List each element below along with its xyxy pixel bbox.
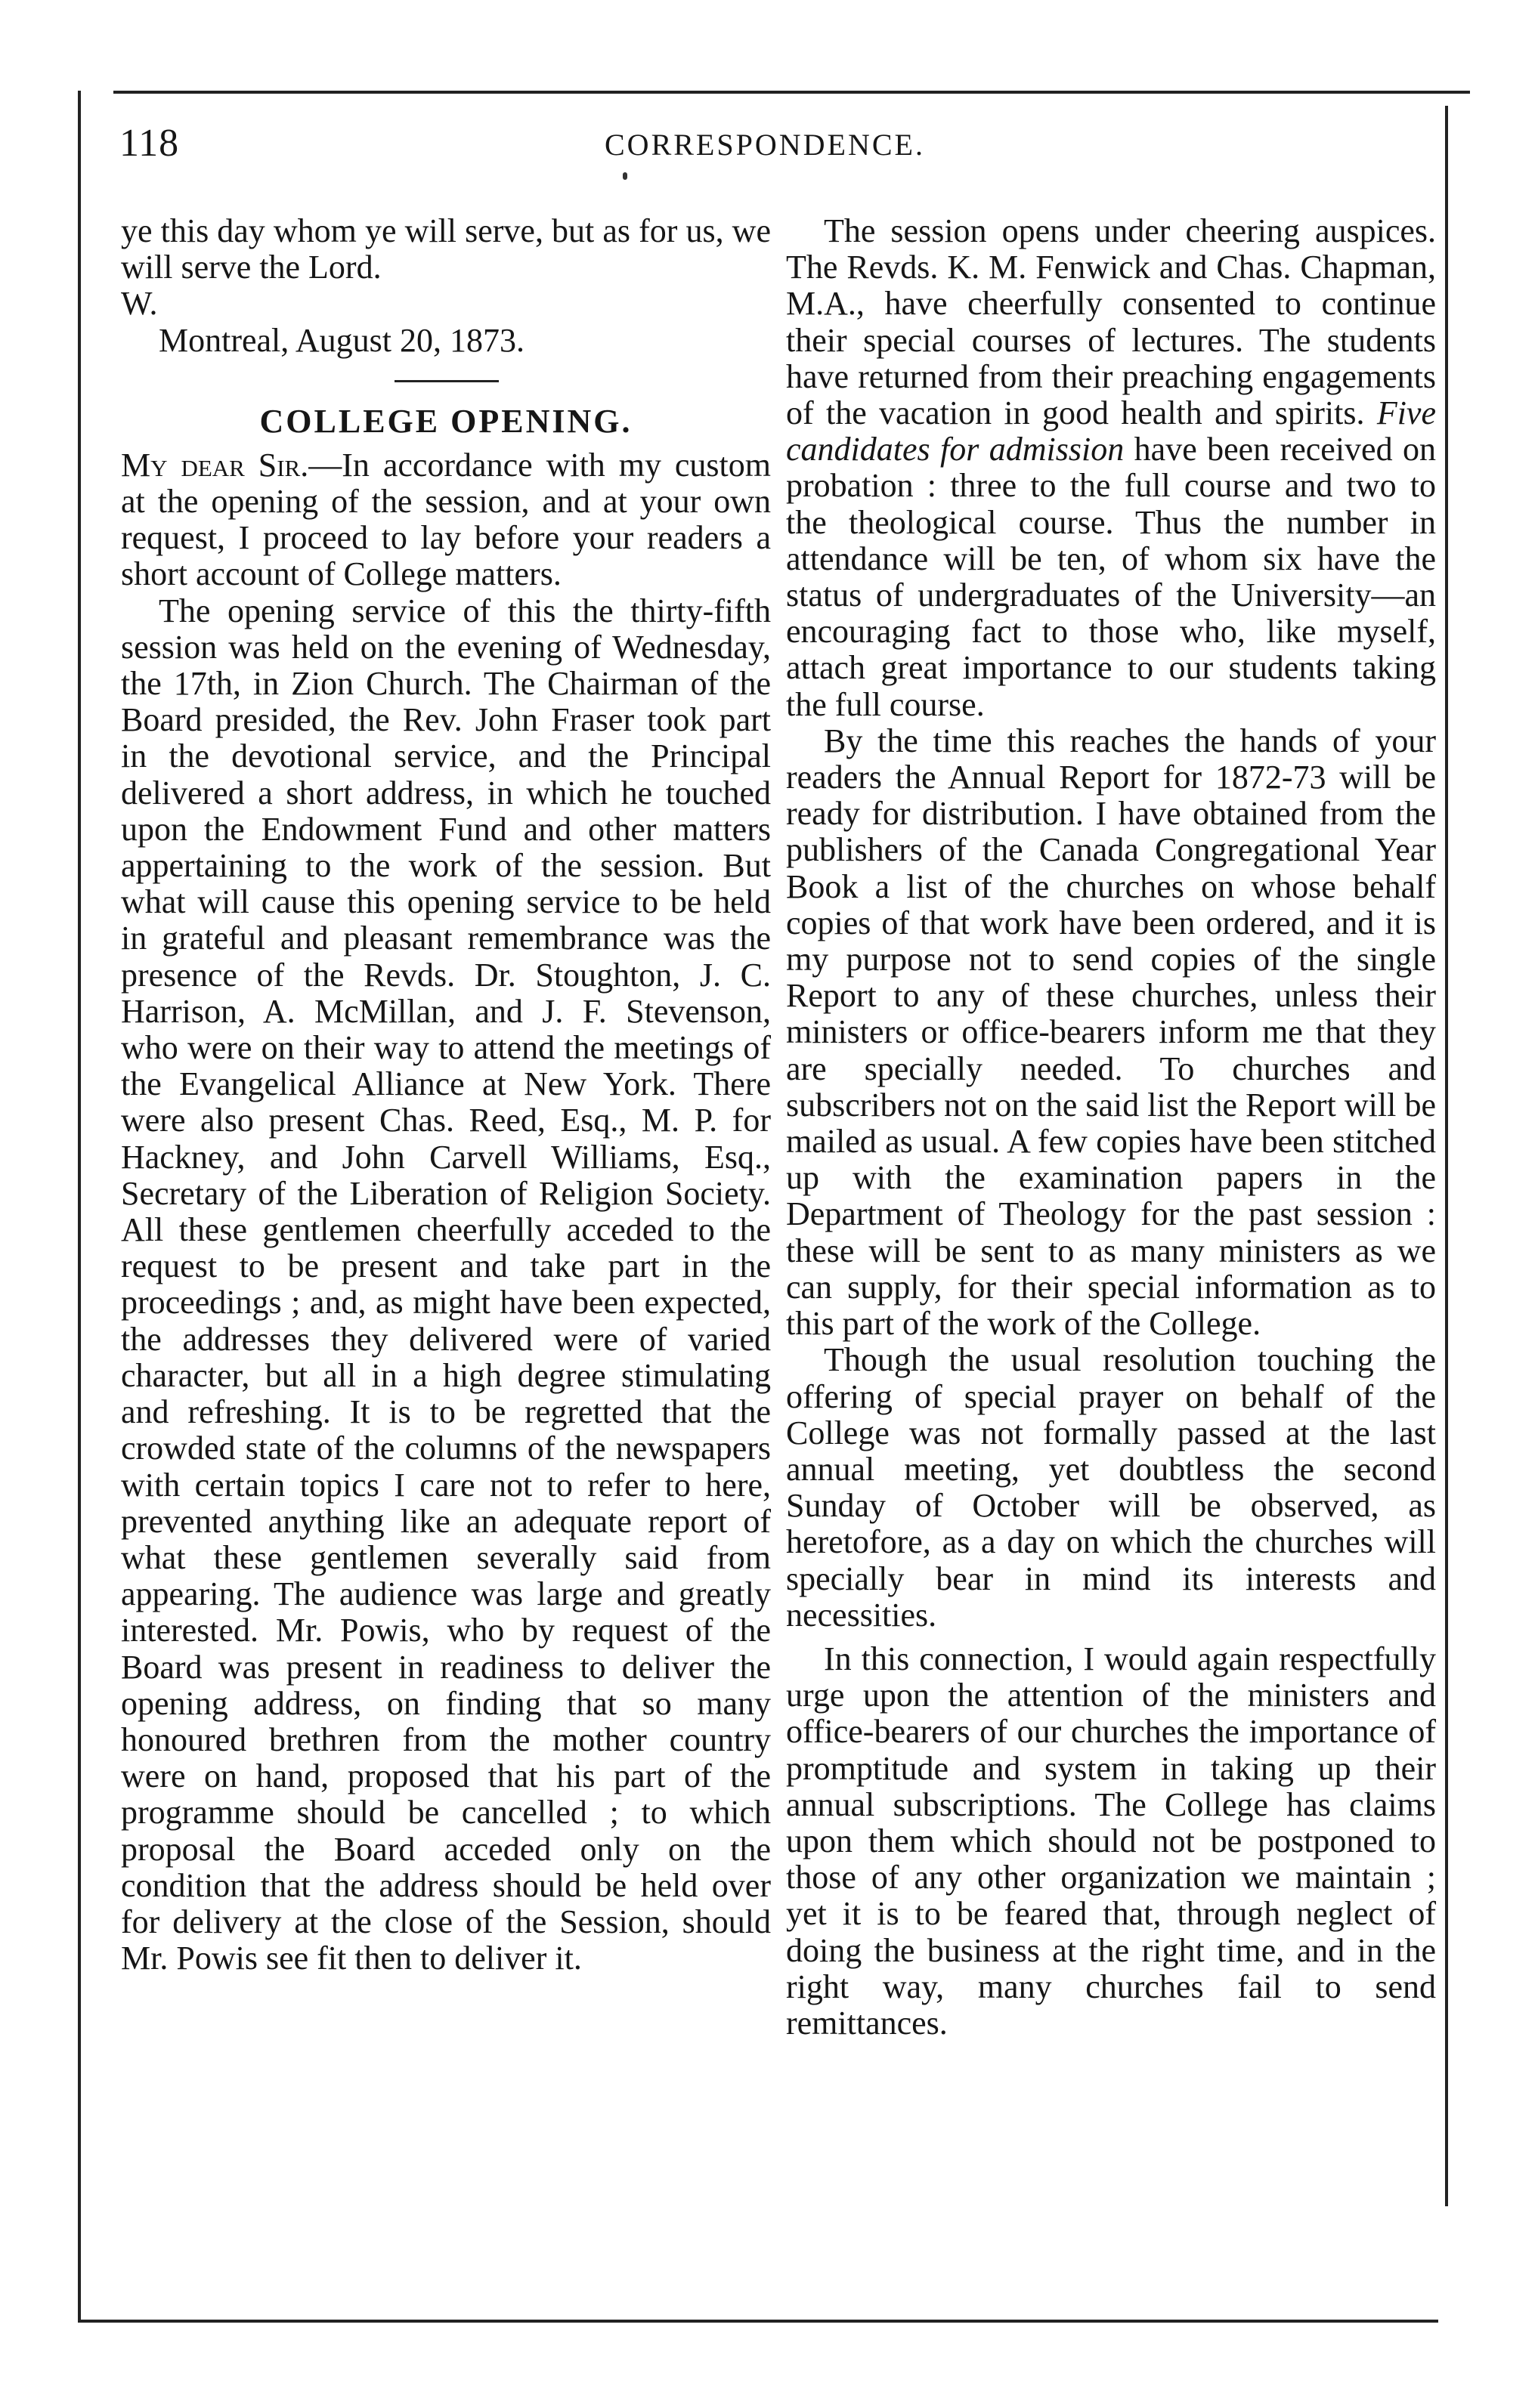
left-column — [121, 213, 771, 1977]
page-frame-right-rule — [1445, 106, 1448, 2206]
page-frame-left-rule — [78, 91, 81, 2320]
section-divider-rule — [395, 380, 499, 382]
right-paragraph-2: By the time this reaches the hands of your readers the Annual Report for 1872-73 will be ready for distribution. I have obtained from the publishers of the Canada Congregational Year Book a list of the churches on whose behalf copies of that work have been ordered, and it is my purpose not to send copies of the single Report to any of these churches, unless their ministers or office-bearers inform me that they are specially needed. To churches and subscribers not on the said list the Report will be mailed as usual. A few copies have been stitched up with the examination papers in the Department of Theology for the past session : these will be sent to as many ministers as we can supply, for their special information as to this part of the work of the College. — [786, 722, 1436, 1343]
right-paragraph-3: Though the usual resolution touching the offering of special prayer on behalf of the College was not formally passed at the last annual meeting, yet doubtless the second Sunday of October will be observed, as heretofore, as a day on which the churches will specially bear in mind its interests and necessities. — [786, 1341, 1436, 1634]
page-number: 118 — [119, 122, 180, 165]
signature: W. — [121, 285, 158, 323]
right-paragraph-1-text-b: have been received on probation : three to the full course and two to the theological course. Thus the number in attendance will be ten, of whom six have the status of undergraduates of the University—an encouraging fact to those who, like myself, attach great importance to our students taking the full course. — [786, 431, 1436, 723]
ink-speck — [623, 172, 627, 180]
right-paragraph-1 — [786, 213, 1436, 723]
page-frame-bottom-rule — [78, 2320, 1438, 2323]
letter-paragraph-2: The opening service of this the thirty-fifth session was held on the evening of Wednesday, the 17th, in Zion Church. The Chairman of the Board presided, the Rev. John Fraser took part in the devotional service, and the Principal delivered a short address, in which he touched upon the Endowment Fund and other matters appertaining to the work of the session. But what will cause this opening service to be held in grateful and pleasant remembrance was the presence of the Revds. Dr. Stoughton, J. C. Harrison, A. McMillan, and J. F. Stevenson, who were on their way to attend the meetings of the Evangelical Alliance at New York. There were also present Chas. Reed, Esq., M. P. for Hackney, and John Carvell Williams, Esq., Secretary of the Liberation of Religion Society. All these gentlemen cheerfully acceded to the request to be present and take part in the proceedings ; and, as might have been expected, the addresses they delivered were of varied character, but all in a high degree stimulating and refreshing. It is to be regretted that the crowded state of the columns of the newspapers with certain topics I care not to refer to here, prevented anything like an adequate report of what these gentlemen severally said from appearing. The audience was large and greatly interested. Mr. Powis, who by request of the Board was present in readiness to deliver the opening address, on finding that so many honoured brethren from the mother country were on hand, proposed that his part of the programme should be cancelled ; to which proposal the Board acceded only on the condition that the address should be held over for delivery at the close of the Session, should Mr. Powis see fit then to deliver it. — [121, 592, 771, 1977]
right-paragraph-4: In this connection, I would again respectfully urge upon the attention of the ministers and office-bearers of our churches the importance of promptitude and system in taking up their annual subscriptions. The College has claims upon them which should not be postponed to those of any other organization we maintain ; yet it is to be feared that, through neglect of doing the business at the right time, and in the right way, many churches fail to send remittances. — [786, 1640, 1436, 2042]
right-paragraph-1-text-a: The session opens under cheering auspices. The Revds. K. M. Fenwick and Chas. Chapman, M.A., have cheerfully consented to continue their special courses of lectures. The students have returned from their preaching engagements of the vacation in good health and spirits. — [786, 212, 1436, 432]
page-frame-top-rule — [113, 91, 1470, 94]
right-paragraph-1-italic: Five candidates for admission — [786, 394, 1436, 468]
salutation: My dear Sir. — [121, 446, 309, 484]
opening-line: ye this day whom ye will serve, but as for us, we will serve the Lord. — [121, 212, 771, 286]
letter-paragraph-1-text: —In accordance with my custom at the opening of the session, and at your own request, I proceed to lay before your readers a short account of College matters. — [121, 446, 771, 593]
running-head: CORRESPONDENCE. — [605, 128, 925, 162]
dateline: Montreal, August 20, 1873. — [159, 321, 525, 359]
letter-paragraph-1 — [121, 447, 771, 593]
section-title: COLLEGE OPENING. — [259, 402, 633, 440]
right-column — [786, 213, 1436, 2042]
